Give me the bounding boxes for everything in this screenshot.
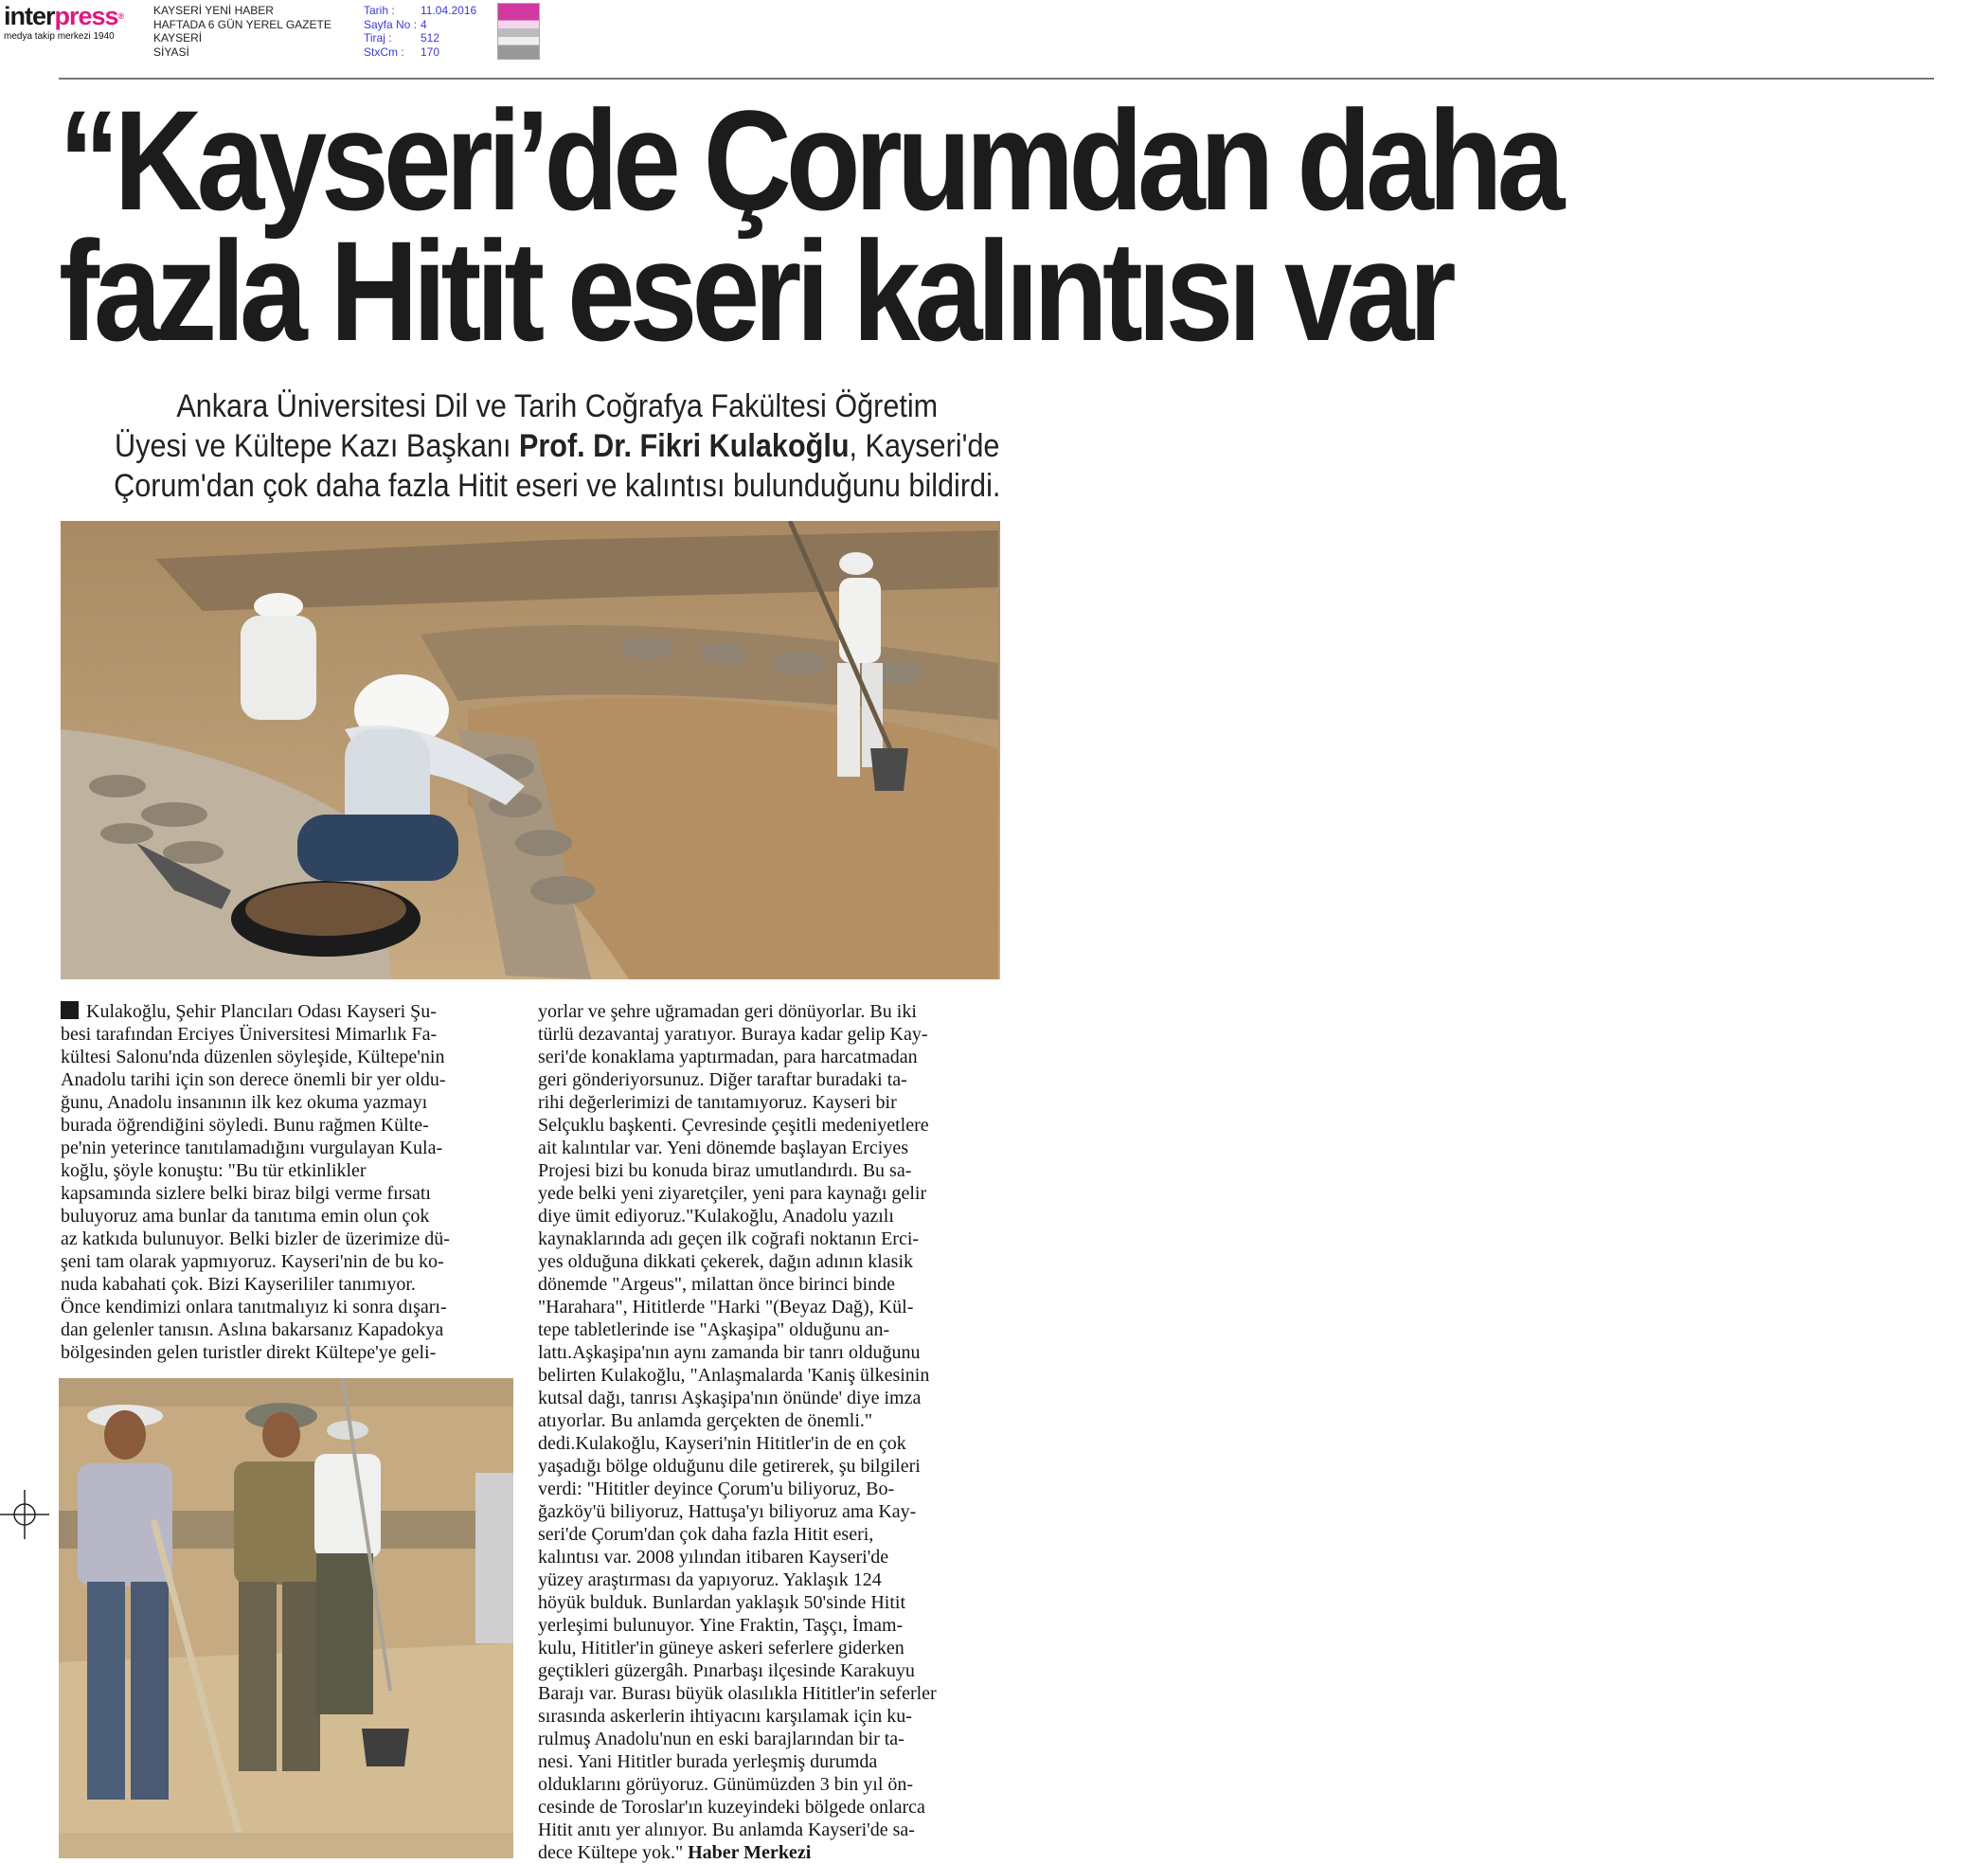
article-line: buluyoruz ama bunlar da tanıtıma emin olun çok — [61, 1206, 430, 1227]
article-line: Anadolu tarihi için son derece önemli bir yer oldu- — [61, 1069, 446, 1090]
article-line: nuda kabahati çok. Bizi Kayserililer tanımıyor. — [61, 1274, 416, 1295]
spot-line-3: Çorum'dan çok daha fazla Hitit eseri ve kalıntısı bulunduğunu bildirdi. — [114, 468, 1001, 504]
article-line: dedi.Kulakoğlu, Kayseri'nin Hititler'in de en çok — [538, 1433, 906, 1454]
article-line: Önce kendimizi onlara tanıtmalıyız ki sonra dışarı- — [61, 1297, 447, 1317]
publication-city: KAYSERİ — [153, 31, 203, 45]
meta-label: Tiraj : — [364, 31, 392, 45]
article-line: nesi. Yani Hititler burada yerleşmiş durumda — [538, 1751, 878, 1772]
article-line-text: Kulakoğlu, Şehir Plancıları Odası Kayseri Şu- — [86, 1001, 437, 1022]
article-line: seri'de Çorum'dan çok daha fazla Hitit eseri, — [538, 1524, 874, 1545]
spot-line-2-pre: Üyesi ve Kültepe Kazı Başkanı — [115, 428, 519, 464]
article-line: Barajı var. Burası büyük olasılıkla Hititler'in seferler — [538, 1683, 937, 1704]
article-line: atıyorlar. Bu anlamda gerçekten de önemli." — [538, 1410, 873, 1431]
article-line: kültesi Salonu'nda düzenlen söyleşide, Kültepe'nin — [61, 1047, 445, 1067]
article-line: cesinde de Toroslar'ın kuzeyindeki bölgede onlarca — [538, 1797, 925, 1818]
article-line: ait kalıntılar var. Yeni dönemde başlayan Erciyes — [538, 1138, 909, 1158]
article-line: dan gelenler tanısın. Aslına bakarsanız Kapadokya — [61, 1319, 444, 1340]
article-line: yorlar ve şehre uğramadan geri dönüyorlar. Bu iki — [538, 1001, 917, 1022]
article-line: yerleşimi bulunuyor. Yine Fraktin, Taşçı, İmam- — [538, 1615, 904, 1636]
excavation-photo-image — [61, 521, 1000, 979]
workers-photo — [59, 1378, 513, 1858]
workers-photo-image — [59, 1378, 513, 1858]
article-line: kapsamında sizlere belki biraz bilgi verme fırsatı — [61, 1183, 431, 1204]
article-signature: Haber Merkezi — [688, 1842, 812, 1863]
clipping-meta — [364, 4, 476, 59]
article-line: kaynaklarında adı geçen ilk coğrafi noktanın Erci- — [538, 1228, 920, 1249]
crop-mark-icon — [0, 1490, 49, 1539]
article-line: diye ümit ediyoruz."Kulakoğlu, Anadolu yazılı — [538, 1206, 894, 1227]
logo-press: press — [54, 2, 118, 30]
article-line: Projesi bizi bu konuda biraz umutlandırdı. Bu sa- — [538, 1160, 912, 1181]
spot-line-2-post: , Kayseri'de — [849, 428, 1000, 464]
article-line: yes olduğuna dikkati çekerek, dağın adının klasik — [538, 1251, 914, 1272]
logo-registered: ® — [117, 11, 124, 21]
article-line: Hitit anıtı yer alınıyor. Bu anlamda Kayseri'de sa- — [538, 1819, 915, 1840]
article-line: yede belki yeni ziyaretçiler, yeni para kaynağı gelir — [538, 1183, 927, 1204]
article-line: olduklarını görüyoruz. Günümüzden 3 bin yıl ön- — [538, 1774, 914, 1795]
spot-author-name: Prof. Dr. Fikri Kulakoğlu — [518, 428, 850, 464]
meta-row-page — [364, 18, 476, 32]
article-line — [61, 1000, 515, 1023]
headline-line-1: “Kayseri’de Çorumdan daha — [59, 81, 1560, 240]
article-line: belirten Kulakoğlu, "Anlaşmalarda 'Kaniş ülkesinin — [538, 1365, 930, 1386]
meta-label: Tarih : — [364, 4, 395, 17]
article-column-2 — [538, 1000, 998, 1864]
page-thumbnail — [497, 3, 540, 60]
header-divider — [59, 78, 1934, 80]
spot-text — [61, 386, 1054, 506]
article-line: türlü dezavantaj yaratıyor. Buraya kadar gelip Kay- — [538, 1024, 928, 1045]
article-line: yaşadığı bölge olduğunu dile getirerek, şu bilgileri — [538, 1456, 921, 1477]
article-line: rulmuş Anadolu'nun en eski barajlarından bir ta- — [538, 1729, 904, 1749]
headline-line-2: fazla Hitit eseri kalıntısı var — [59, 211, 1451, 370]
interpress-logo — [4, 4, 136, 42]
article-line: kutsal dağı, tanrısı Aşkaşipa'nın önünde' diye imza — [538, 1388, 922, 1408]
headline — [59, 81, 1688, 370]
publication-category: SİYASİ — [153, 45, 189, 59]
article-line-text: dece Kültepe yok." — [538, 1842, 689, 1863]
article-line: tepe tabletlerinde ise "Aşkaşipa" olduğunu an- — [538, 1319, 890, 1340]
meta-row-stxcm — [364, 45, 476, 60]
article-line: besi tarafından Erciyes Üniversitesi Mimarlık Fa- — [61, 1024, 438, 1045]
article-line: pe'nin yeterince tanıtılamadığını vurgulayan Kula- — [61, 1138, 443, 1158]
meta-value: 512 — [421, 31, 440, 45]
article-last-line — [538, 1841, 998, 1864]
meta-label: Sayfa No : — [364, 17, 418, 31]
article-line: verdi: "Hititler deyince Çorum'u biliyoruz, Bo- — [538, 1479, 895, 1499]
paragraph-marker-icon — [61, 1001, 79, 1019]
article-line: kalıntısı var. 2008 yılından itibaren Kayseri'de — [538, 1547, 889, 1568]
publication-info — [153, 4, 331, 59]
article-line: ğunu, Anadolu insanının ilk kez okuma yazmayı — [61, 1092, 428, 1113]
article-line: şeni tam olarak yapmıyoruz. Kayseri'nin de bu ko- — [61, 1251, 444, 1272]
article-line: rihi değerlerimizi de tanıtamıyoruz. Kayseri bir — [538, 1092, 897, 1113]
meta-value: 11.04.2016 — [421, 4, 477, 17]
article-column-1 — [61, 1000, 515, 1364]
article-line: seri'de konaklama yaptırmadan, para harcatmadan — [538, 1047, 918, 1067]
meta-row-date — [364, 4, 476, 18]
meta-value: 170 — [421, 45, 440, 59]
publication-frequency: HAFTADA 6 GÜN YEREL GAZETE — [153, 17, 331, 31]
article-line: geri gönderiyorsunuz. Diğer taraftar buradaki ta- — [538, 1069, 907, 1090]
article-line: "Harahara", Hititlerde "Harki "(Beyaz Dağ), Kül- — [538, 1297, 914, 1317]
logo-tagline: medya takip merkezi 1940 — [4, 31, 115, 42]
publication-name: KAYSERİ YENİ HABER — [153, 4, 274, 17]
article-line: Selçuklu başkenti. Çevresinde çeşitli medeniyetlere — [538, 1115, 929, 1136]
article-line: burada öğrendiğini söyledi. Bunu rağmen Külte- — [61, 1115, 429, 1136]
article-line: lattı.Aşkaşipa'nın aynı zamanda bir tanrı olduğunu — [538, 1342, 921, 1363]
meta-value: 4 — [421, 17, 427, 31]
article-line: az katkıda bulunuyor. Belki bizler de üzerimize dü- — [61, 1228, 450, 1249]
article-line: ğazköy'ü biliyoruz, Hattuşa'yı biliyoruz ama Kay- — [538, 1501, 917, 1522]
article-line: yüzey araştırması da yapıyoruz. Yaklaşık 124 — [538, 1569, 882, 1590]
meta-row-circulation — [364, 31, 476, 45]
article-line: kulu, Hititler'in güneye askeri seferlere giderken — [538, 1638, 904, 1658]
excavation-photo — [61, 521, 1000, 979]
article-line: bölgesinden gelen turistler direkt Kültepe'ye geli- — [61, 1342, 437, 1363]
article-line: sırasında askerlerin ihtiyacını karşılamak için ku- — [538, 1706, 912, 1727]
article-line: geçtikleri güzergâh. Pınarbaşı ilçesinde Karakuyu — [538, 1660, 915, 1681]
meta-label: StxCm : — [364, 45, 404, 59]
article-line: dönemde "Argeus", milattan önce birinci binde — [538, 1274, 895, 1295]
spot-line-2 — [61, 426, 1054, 466]
article-line: koğlu, şöyle konuştu: "Bu tür etkinlikler — [61, 1160, 367, 1181]
spot-line-1: Ankara Üniversitesi Dil ve Tarih Coğrafya Fakültesi Öğretim — [176, 388, 939, 424]
article-line: höyük bulduk. Bunlardan yaklaşık 50'sinde Hitit — [538, 1592, 906, 1613]
logo-inter: inter — [4, 2, 55, 30]
